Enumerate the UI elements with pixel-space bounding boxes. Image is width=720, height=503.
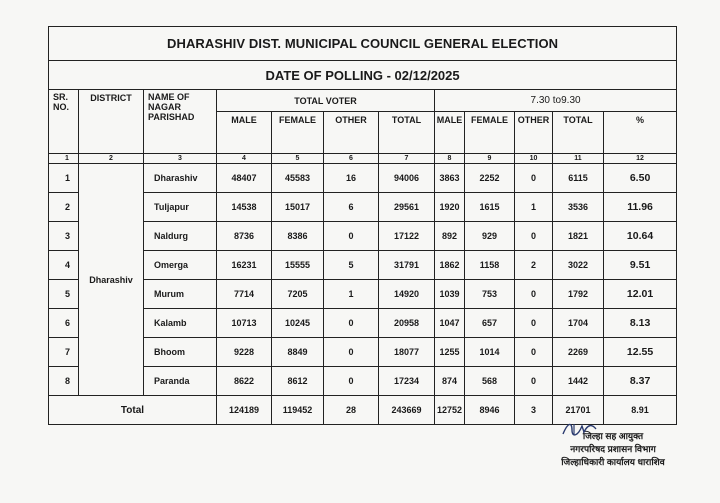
other-cell: 0 — [324, 338, 379, 367]
column-number: 12 — [604, 154, 677, 164]
polled-female-cell: 753 — [465, 280, 515, 309]
header-male: MALE — [217, 112, 272, 154]
polled-female-cell: 929 — [465, 222, 515, 251]
female-cell: 15555 — [272, 251, 324, 280]
male-cell: 8622 — [217, 367, 272, 396]
header-total: TOTAL — [379, 112, 435, 154]
polled-female-cell: 2252 — [465, 164, 515, 193]
percent-cell: 12.01 — [604, 280, 677, 309]
male-cell: 10713 — [217, 309, 272, 338]
header-polled-female: FEMALE — [465, 112, 515, 154]
total-total: 243669 — [379, 396, 435, 425]
polled-other-cell: 0 — [515, 309, 553, 338]
sr-cell: 6 — [49, 309, 79, 338]
header-polled-male: MALE — [435, 112, 465, 154]
total-cell: 17122 — [379, 222, 435, 251]
column-number: 4 — [217, 154, 272, 164]
polled-other-cell: 0 — [515, 164, 553, 193]
column-number: 10 — [515, 154, 553, 164]
polled-total-cell: 1442 — [553, 367, 604, 396]
sr-cell: 4 — [49, 251, 79, 280]
table-row — [49, 251, 677, 280]
sr-cell: 8 — [49, 367, 79, 396]
male-cell: 16231 — [217, 251, 272, 280]
polled-male-cell: 892 — [435, 222, 465, 251]
polled-other-cell: 0 — [515, 280, 553, 309]
column-number: 9 — [465, 154, 515, 164]
header-time-window: 7.30 to9.30 — [435, 90, 677, 112]
female-cell: 7205 — [272, 280, 324, 309]
sr-cell: 7 — [49, 338, 79, 367]
polled-male-cell: 1862 — [435, 251, 465, 280]
percent-cell: 8.13 — [604, 309, 677, 338]
signature-line-3: जिल्हाधिकारी कार्यालय धाराशिव — [561, 457, 665, 467]
polled-other-cell: 1 — [515, 193, 553, 222]
sr-cell: 5 — [49, 280, 79, 309]
table-row — [49, 193, 677, 222]
total-polled-male: 12752 — [435, 396, 465, 425]
percent-cell: 11.96 — [604, 193, 677, 222]
female-cell: 8849 — [272, 338, 324, 367]
table-row — [49, 164, 677, 193]
polled-male-cell: 1255 — [435, 338, 465, 367]
polled-male-cell: 1920 — [435, 193, 465, 222]
male-cell: 14538 — [217, 193, 272, 222]
polled-other-cell: 0 — [515, 222, 553, 251]
table-row — [49, 309, 677, 338]
polled-total-cell: 3022 — [553, 251, 604, 280]
parishad-cell: Omerga — [144, 251, 217, 280]
total-cell: 18077 — [379, 338, 435, 367]
parishad-cell: Kalamb — [144, 309, 217, 338]
total-cell: 20958 — [379, 309, 435, 338]
polled-male-cell: 1039 — [435, 280, 465, 309]
polled-male-cell: 1047 — [435, 309, 465, 338]
signature-line-2: नगरपरिषद प्रशासन विभाग — [570, 444, 656, 454]
sr-cell: 3 — [49, 222, 79, 251]
polled-male-cell: 3863 — [435, 164, 465, 193]
parishad-cell: Tuljapur — [144, 193, 217, 222]
column-number: 1 — [49, 154, 79, 164]
parishad-cell: Murum — [144, 280, 217, 309]
polled-female-cell: 568 — [465, 367, 515, 396]
signature-scribble-icon — [560, 420, 600, 438]
sr-cell: 2 — [49, 193, 79, 222]
other-cell: 6 — [324, 193, 379, 222]
header-sr-no: SR. NO. — [49, 90, 79, 154]
header-nagar-parishad: NAME OF NAGAR PARISHAD — [144, 90, 217, 154]
total-cell: 31791 — [379, 251, 435, 280]
column-number: 3 — [144, 154, 217, 164]
header-total-voter: TOTAL VOTER — [217, 90, 435, 112]
polling-date: DATE OF POLLING - 02/12/2025 — [49, 61, 677, 90]
table-row — [49, 280, 677, 309]
percent-cell: 8.37 — [604, 367, 677, 396]
polled-female-cell: 1158 — [465, 251, 515, 280]
polled-total-cell: 1821 — [553, 222, 604, 251]
total-polled-total: 21701 — [553, 396, 604, 425]
total-cell: 14920 — [379, 280, 435, 309]
column-number: 11 — [553, 154, 604, 164]
male-cell: 7714 — [217, 280, 272, 309]
male-cell: 8736 — [217, 222, 272, 251]
polled-female-cell: 1014 — [465, 338, 515, 367]
header-polled-total: TOTAL — [553, 112, 604, 154]
signature-block — [538, 420, 688, 469]
other-cell: 16 — [324, 164, 379, 193]
polled-male-cell: 874 — [435, 367, 465, 396]
percent-cell: 6.50 — [604, 164, 677, 193]
other-cell: 1 — [324, 280, 379, 309]
total-percent: 8.91 — [604, 396, 677, 425]
female-cell: 15017 — [272, 193, 324, 222]
male-cell: 48407 — [217, 164, 272, 193]
polled-total-cell: 2269 — [553, 338, 604, 367]
percent-cell: 12.55 — [604, 338, 677, 367]
other-cell: 0 — [324, 309, 379, 338]
table-row — [49, 367, 677, 396]
total-male: 124189 — [217, 396, 272, 425]
header-female: FEMALE — [272, 112, 324, 154]
column-number: 6 — [324, 154, 379, 164]
polled-total-cell: 1704 — [553, 309, 604, 338]
parishad-cell: Dharashiv — [144, 164, 217, 193]
female-cell: 45583 — [272, 164, 324, 193]
other-cell: 0 — [324, 222, 379, 251]
parishad-cell: Paranda — [144, 367, 217, 396]
total-other: 28 — [324, 396, 379, 425]
table-row — [49, 338, 677, 367]
polled-total-cell: 1792 — [553, 280, 604, 309]
female-cell: 8612 — [272, 367, 324, 396]
total-cell: 94006 — [379, 164, 435, 193]
total-female: 119452 — [272, 396, 324, 425]
percent-cell: 10.64 — [604, 222, 677, 251]
total-polled-female: 8946 — [465, 396, 515, 425]
female-cell: 10245 — [272, 309, 324, 338]
column-number: 8 — [435, 154, 465, 164]
parishad-cell: Bhoom — [144, 338, 217, 367]
total-cell: 29561 — [379, 193, 435, 222]
polled-female-cell: 1615 — [465, 193, 515, 222]
female-cell: 8386 — [272, 222, 324, 251]
total-cell: 17234 — [379, 367, 435, 396]
total-polled-other: 3 — [515, 396, 553, 425]
polled-total-cell: 3536 — [553, 193, 604, 222]
election-table — [48, 26, 677, 425]
polled-other-cell: 0 — [515, 367, 553, 396]
polled-total-cell: 6115 — [553, 164, 604, 193]
male-cell: 9228 — [217, 338, 272, 367]
other-cell: 5 — [324, 251, 379, 280]
table-row — [49, 222, 677, 251]
report-title: DHARASHIV DIST. MUNICIPAL COUNCIL GENERAL ELECTION — [49, 27, 677, 61]
signature-line-1: जिल्हा सह आयुक्त — [582, 431, 644, 441]
header-district: DISTRICT — [79, 90, 144, 154]
column-number: 5 — [272, 154, 324, 164]
total-label: Total — [49, 396, 217, 425]
header-percent: % — [604, 112, 677, 154]
district-cell: Dharashiv — [79, 164, 144, 396]
sr-cell: 1 — [49, 164, 79, 193]
percent-cell: 9.51 — [604, 251, 677, 280]
polled-female-cell: 657 — [465, 309, 515, 338]
parishad-cell: Naldurg — [144, 222, 217, 251]
header-polled-other: OTHER — [515, 112, 553, 154]
column-number: 7 — [379, 154, 435, 164]
polled-other-cell: 2 — [515, 251, 553, 280]
header-other: OTHER — [324, 112, 379, 154]
polled-other-cell: 0 — [515, 338, 553, 367]
column-number: 2 — [79, 154, 144, 164]
other-cell: 0 — [324, 367, 379, 396]
